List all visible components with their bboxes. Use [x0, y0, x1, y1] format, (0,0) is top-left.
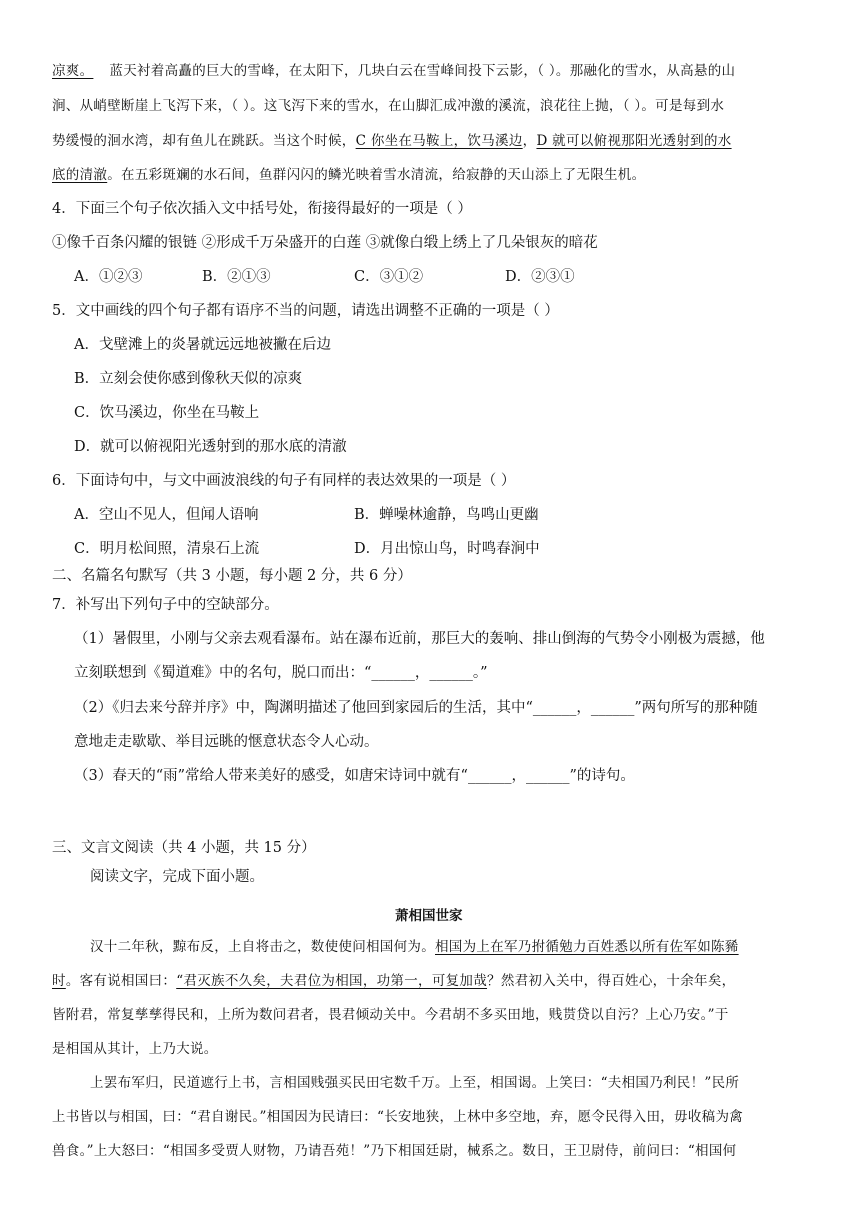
q6-option-a[interactable]: A．空山不见人，但闻人语响 [74, 507, 259, 523]
q4-option-a[interactable]: A．①②③ [74, 269, 143, 285]
q7-sub-3: （3）春天的“雨”常给人带来美好的感受，如唐宋诗词中就有“______，______”的诗句。 [74, 768, 635, 784]
q4-option-b[interactable]: B．②①③ [202, 269, 271, 285]
q6-option-b[interactable]: B．蝉噪林逾静，鸟鸣山更幽 [354, 507, 539, 523]
section-3-header: 三、文言文阅读（共 4 小题，共 15 分） [52, 840, 316, 856]
underlined-translation-sentence: “君灭族不久矣，夫君位为相国，功第一，可复加哉 [176, 973, 488, 989]
classical-line-2 [52, 971, 735, 991]
comma: ， [522, 133, 537, 149]
classical-line-4: 是相国从其计，上乃大说。 [52, 1041, 218, 1057]
question-5-stem: 5．文中画线的四个句子都有语序不当的问题，请选出调整不正确的一项是（ ） [52, 303, 559, 319]
section-2-header: 二、名篇名句默写（共 3 小题，每小题 2 分，共 6 分） [52, 568, 412, 584]
passage-text: 势缓慢的洄水湾，却有鱼儿在跳跃。当这个时候， [52, 133, 356, 149]
question-4-items: ①像千百条闪耀的银链 ②形成千万朵盛开的白莲 ③就像白缎上绣上了几朵银灰的暗花 [52, 235, 598, 251]
underlined-sentence-d-end: 底的清澈 [52, 167, 108, 183]
q4-option-d[interactable]: D．②③① [505, 269, 575, 285]
underlined-sentence-end: 时 [52, 973, 66, 989]
classical-line-6: 上书皆以与相国，曰：“君自谢民。”相国因为民请曰：“长安地狭，上林中多空地，弃，愿令民得入田，毋收稿为禽 [52, 1109, 744, 1125]
passage-line-1 [52, 61, 735, 81]
underlined-sentence-d: D 就可以俯视那阳光透射到的水 [536, 133, 732, 149]
underlined-sentence-punctuation: 相国为上在军乃拊循勉力百姓悉以所有佐军如陈豨 [435, 939, 739, 955]
passage-text: 汉十二年秋，黥布反，上自将击之，数使使问相国何为。 [90, 939, 435, 955]
reading-instruction: 阅读文字，完成下面小题。 [90, 869, 264, 885]
passage-line-2 [52, 96, 724, 116]
q7-sub-2-line-1: （2）《归去来兮辞并序》中，陶渊明描述了他回到家园后的生活，其中“______，______”两句所写的那种随 [74, 700, 758, 716]
passage-line-3 [52, 131, 732, 151]
passage-line-4 [52, 165, 645, 185]
passage-text: 蓝天衬着高矗的巨大的雪峰，在太阳下，几块白云在雪峰间投下云影，（ ）。那融化的雪水，从高悬的山 [109, 63, 736, 79]
q5-option-c[interactable]: C．饮马溪边，你坐在马鞍上 [74, 405, 260, 421]
q7-sub-1-line-2: 立刻联想到《蜀道难》中的名句，脱口而出：“______，______。” [74, 665, 488, 681]
classical-line-1 [90, 937, 739, 957]
passage-title: 萧相国世家 [395, 908, 463, 924]
q5-option-b[interactable]: B．立刻会使你感到像秋天似的凉爽 [74, 371, 303, 387]
underlined-sentence-a-end: 凉爽。 [52, 63, 94, 79]
question-4-stem: 4．下面三个句子依次插入文中括号处，衔接得最好的一项是（ ） [52, 201, 472, 217]
classical-line-3: 皆附君，常复孳孳得民和，上所为数问君者，畏君倾动关中。今君胡不多买田地，贱贳贷以自污？上心乃安。”于 [52, 1007, 729, 1023]
q5-option-d[interactable]: D．就可以俯视阳光透射到的那水底的清澈 [74, 439, 347, 455]
q7-sub-1-line-1: （1）暑假里，小刚与父亲去观看瀑布。站在瀑布近前，那巨大的轰响、排山倒海的气势令小刚极为震撼，他 [74, 631, 765, 647]
q6-option-c[interactable]: C．明月松间照，清泉石上流 [74, 541, 260, 557]
classical-line-5: 上罢布军归，民道遮行上书，言相国贱强买民田宅数千万。上至，相国谒。上笑曰：“夫相国乃利民！”民所 [90, 1075, 740, 1091]
q5-option-a[interactable]: A．戈壁滩上的炎暑就远远地被撇在后边 [74, 337, 331, 353]
question-6-stem: 6．下面诗句中，与文中画波浪线的句子有同样的表达效果的一项是（ ） [52, 473, 516, 489]
q4-option-c[interactable]: C．③①② [354, 269, 424, 285]
passage-text: 涧、从峭壁断崖上飞泻下来，（ ）。这飞泻下来的雪水，在山脚汇成冲激的溪流，浪花往上抛，（ ）。可是每到水 [52, 98, 725, 114]
passage-text: 。在五彩斑斓的水石间，鱼群闪闪的鳞光映着雪水清流，给寂静的天山添上了无限生机。 [107, 167, 646, 183]
classical-line-7: 兽食。”上大怒曰：“相国多受贾人财物，乃请吾苑！”乃下相国廷尉，械系之。数日，王卫尉侍，前问曰：“相国何 [52, 1143, 737, 1159]
passage-text: 。客有说相国曰： [65, 973, 177, 989]
underlined-sentence-c: C 你坐在马鞍上，饮马溪边 [355, 133, 523, 149]
passage-text: ？然君初入关中，得百姓心，十余年矣， [487, 973, 736, 989]
q7-sub-2-line-2: 意地走走歇歇、举目远眺的惬意状态令人心动。 [74, 734, 379, 750]
question-7-stem: 7．补写出下列句子中的空缺部分。 [52, 597, 279, 613]
q6-option-d[interactable]: D．月出惊山鸟，时鸣春涧中 [354, 541, 540, 557]
